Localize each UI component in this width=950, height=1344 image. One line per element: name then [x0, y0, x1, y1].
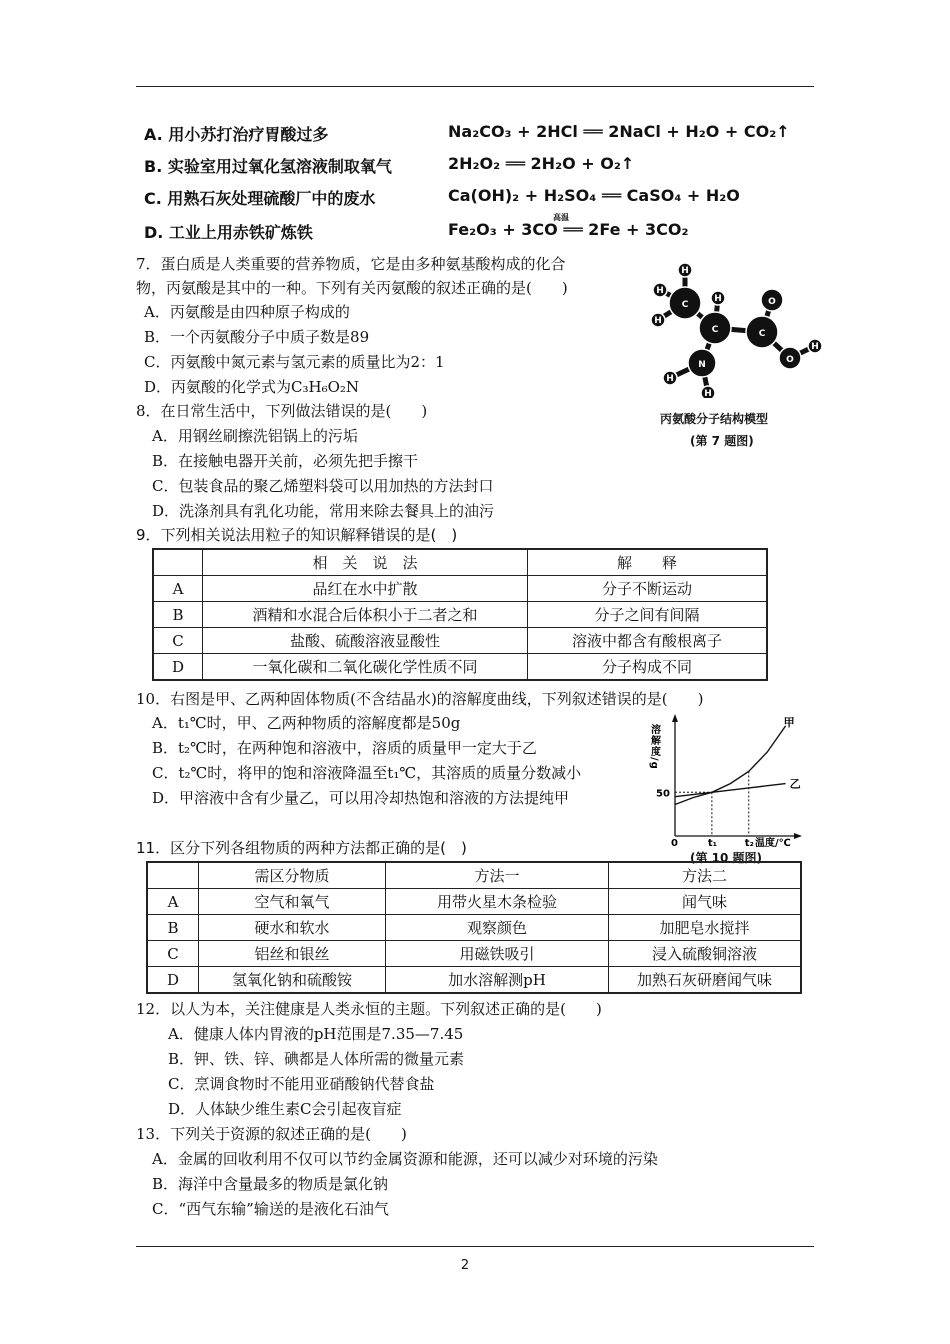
q6-option-c-equation: Ca(OH)₂ + H₂SO₄ ══ CaSO₄ + H₂O [448, 186, 740, 205]
q13-option-c: C．“西气东输”输送的是液化石油气 [152, 1200, 389, 1218]
table-row: B 酒精和水混合后体积小于二者之和 分子之间有间隔 [153, 602, 767, 628]
x-tick-label: t₁ [707, 838, 718, 849]
q12-option-c: C．烹调食物时不能用亚硝酸钠代替食盐 [168, 1075, 435, 1093]
q6-reaction-condition: 高温 [553, 213, 569, 222]
q12-option-a: A．健康人体内胃液的pH范围是7.35—7.45 [168, 1025, 464, 1043]
svg-text:H: H [656, 286, 664, 296]
q6-option-a-equation: Na₂CO₃ + 2HCl ══ 2NaCl + H₂O + CO₂↑ [448, 122, 790, 141]
q7-stem-line2: 物，丙氨酸是其中的一种。下列有关丙氨酸的叙述正确的是( ) [136, 279, 568, 297]
svg-text:O: O [786, 355, 794, 365]
x-tick-label: t₂ [744, 838, 754, 849]
series-label: 乙 [789, 777, 801, 791]
svg-text:H: H [811, 342, 819, 352]
q10-stem: 10．右图是甲、乙两种固体物质(不含结晶水)的溶解度曲线，下列叙述错误的是( ) [136, 690, 704, 708]
q12-option-d: D．人体缺少维生素C会引起夜盲症 [168, 1100, 402, 1118]
table-row: A 空气和氧气 用带火星木条检验 闻气味 [147, 889, 801, 915]
q9-stem: 9．下列相关说法用粒子的知识解释错误的是( ) [136, 526, 458, 544]
q7-figure-caption-number: (第 7 题图) [690, 434, 754, 448]
q12-stem: 12．以人为本，关注健康是人类永恒的主题。下列叙述正确的是( ) [136, 1000, 602, 1018]
series-label: 甲 [783, 715, 795, 729]
svg-text:C: C [711, 325, 719, 335]
svg-text:O: O [768, 297, 776, 307]
q8-option-b: B．在接触电器开关前，必须先把手擦干 [152, 452, 419, 470]
q13-stem: 13．下列关于资源的叙述正确的是( ) [136, 1125, 407, 1143]
q8-option-d: D．洗涤剂具有乳化功能，常用来除去餐具上的油污 [152, 502, 495, 520]
q11-stem: 11．区分下列各组物质的两种方法都正确的是( ) [136, 839, 467, 857]
footer-rule [136, 1246, 814, 1247]
table-header-row: 需区分物质 方法一 方法二 [147, 862, 801, 889]
q13-option-a: A．金属的回收利用不仅可以节约金属资源和能源，还可以减少对环境的污染 [152, 1150, 658, 1168]
q6-option-d-label: D. 工业上用赤铁矿炼铁 [144, 223, 313, 242]
q12-option-b: B．钾、铁、锌、碘都是人体所需的微量元素 [168, 1050, 465, 1068]
q8-stem: 8．在日常生活中，下列做法错误的是( ) [136, 402, 428, 420]
svg-text:H: H [654, 316, 662, 326]
q8-option-a: A．用钢丝刷擦洗铝锅上的污垢 [152, 427, 358, 445]
series-line-yi [675, 784, 786, 797]
q10-option-c: C．t₂℃时，将甲的饱和溶液降温至t₁℃，其溶质的质量分数减小 [152, 764, 582, 782]
svg-text:N: N [698, 360, 706, 370]
header-rule [136, 86, 814, 87]
solubility-curve-chart [640, 712, 820, 852]
table-row: A 品红在水中扩散 分子不断运动 [153, 576, 767, 602]
svg-text:H: H [666, 374, 674, 384]
q6-option-a-label: A. 用小苏打治疗胃酸过多 [144, 125, 329, 144]
q6-option-b-label: B. 实验室用过氧化氢溶液制取氧气 [144, 157, 392, 176]
q10-option-b: B．t₂℃时，在两种饱和溶液中，溶质的质量甲一定大于乙 [152, 739, 537, 757]
q7-option-a: A．丙氨酸是由四种原子构成的 [144, 303, 350, 321]
table-row: C 盐酸、硫酸溶液显酸性 溶液中都含有酸根离子 [153, 628, 767, 654]
svg-text:H: H [681, 266, 689, 276]
q10-option-d: D．甲溶液中含有少量乙，可以用冷却热饱和溶液的方法提纯甲 [152, 789, 570, 807]
table-row: D 一氧化碳和二氧化碳化学性质不同 分子构成不同 [153, 654, 767, 681]
q13-option-b: B．海洋中含量最多的物质是氯化钠 [152, 1175, 389, 1193]
svg-text:H: H [704, 389, 712, 398]
table-row: B 硬水和软水 观察颜色 加肥皂水搅拌 [147, 915, 801, 941]
q9-table [152, 548, 768, 681]
svg-text:C: C [758, 329, 766, 339]
svg-text:C: C [681, 300, 689, 310]
y-tick-label: 50 [656, 788, 670, 800]
alanine-molecule-model [640, 258, 830, 398]
q11-table [146, 861, 802, 994]
q6-option-d-equation: Fe₂O₃ + 3CO ══ 2Fe + 3CO₂ [448, 220, 689, 239]
y-axis-label: 溶解度/g [648, 724, 660, 770]
q7-option-b: B．一个丙氨酸分子中质子数是89 [144, 328, 370, 346]
page-number: 2 [460, 1258, 470, 1273]
q10-figure-caption: (第 10 题图) [690, 851, 763, 865]
q7-stem-line1: 7．蛋白质是人类重要的营养物质，它是由多种氨基酸构成的化合 [136, 255, 566, 273]
q6-option-c-label: C. 用熟石灰处理硫酸厂中的废水 [144, 189, 376, 208]
table-row: C 铝丝和银丝 用磁铁吸引 浸入硫酸铜溶液 [147, 941, 801, 967]
q10-option-a: A．t₁℃时，甲、乙两种物质的溶解度都是50g [152, 714, 461, 732]
svg-text:H: H [714, 294, 722, 304]
q7-option-d: D．丙氨酸的化学式为C₃H₆O₂N [144, 378, 360, 396]
q8-option-c: C．包装食品的聚乙烯塑料袋可以用加热的方法封口 [152, 477, 494, 495]
q7-option-c: C．丙氨酸中氮元素与氢元素的质量比为2：1 [144, 353, 445, 371]
q7-figure-caption-title: 丙氨酸分子结构模型 [660, 412, 769, 426]
x-tick-label: 0 [671, 838, 678, 849]
q6-option-b-equation: 2H₂O₂ ══ 2H₂O + O₂↑ [448, 154, 635, 173]
table-row: D 氢氧化钠和硫酸铵 加水溶解测pH 加熟石灰研磨闻气味 [147, 967, 801, 994]
x-axis-label: 温度/℃ [755, 838, 791, 849]
table-header-row: 相 关 说 法 解 释 [153, 549, 767, 576]
